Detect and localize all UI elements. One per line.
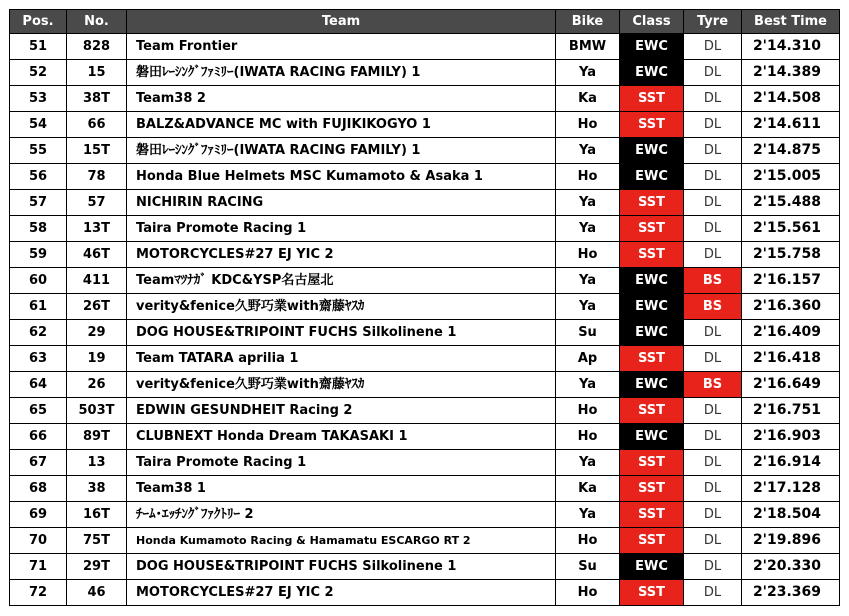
class-cell: EWC <box>620 294 684 320</box>
tyre-cell: DL <box>684 112 742 138</box>
tyre-cell: DL <box>684 190 742 216</box>
table-row <box>10 86 840 112</box>
best-time-cell: 2'15.005 <box>742 164 840 190</box>
table-row <box>10 372 840 398</box>
team-cell: Team38 1 <box>127 476 556 502</box>
tyre-cell: DL <box>684 60 742 86</box>
number-cell: 38 <box>67 476 127 502</box>
header-bike: Bike <box>556 10 620 34</box>
team-cell: MOTORCYCLES#27 EJ YIC 2 <box>127 242 556 268</box>
best-time-cell: 2'16.360 <box>742 294 840 320</box>
number-cell: 828 <box>67 34 127 60</box>
tyre-cell: DL <box>684 86 742 112</box>
table-row <box>10 398 840 424</box>
best-time-cell: 2'16.157 <box>742 268 840 294</box>
bike-cell: Ya <box>556 60 620 86</box>
tyre-cell: DL <box>684 580 742 606</box>
bike-cell: Ka <box>556 86 620 112</box>
pos-cell: 56 <box>10 164 67 190</box>
tyre-cell: DL <box>684 476 742 502</box>
table-row <box>10 242 840 268</box>
bike-cell: Ya <box>556 190 620 216</box>
class-cell: SST <box>620 528 684 554</box>
number-cell: 89T <box>67 424 127 450</box>
class-cell: EWC <box>620 554 684 580</box>
best-time-cell: 2'14.508 <box>742 86 840 112</box>
tyre-cell: DL <box>684 242 742 268</box>
results-body <box>10 34 840 606</box>
results-table <box>9 9 840 606</box>
best-time-cell: 2'20.330 <box>742 554 840 580</box>
pos-cell: 67 <box>10 450 67 476</box>
pos-cell: 58 <box>10 216 67 242</box>
bike-cell: Su <box>556 554 620 580</box>
table-row <box>10 60 840 86</box>
bike-cell: Su <box>556 320 620 346</box>
tyre-cell: DL <box>684 320 742 346</box>
table-row <box>10 502 840 528</box>
pos-cell: 55 <box>10 138 67 164</box>
team-cell: BALZ&ADVANCE MC with FUJIKIKOGYO 1 <box>127 112 556 138</box>
team-cell: Team TATARA aprilia 1 <box>127 346 556 372</box>
pos-cell: 71 <box>10 554 67 580</box>
team-cell: Taira Promote Racing 1 <box>127 450 556 476</box>
bike-cell: BMW <box>556 34 620 60</box>
class-cell: SST <box>620 476 684 502</box>
team-cell: verity&fenice久野巧業with齋藤ﾔｽｶ <box>127 372 556 398</box>
tyre-cell: DL <box>684 216 742 242</box>
header-tyre: Tyre <box>684 10 742 34</box>
table-row <box>10 294 840 320</box>
team-cell: verity&fenice久野巧業with齋藤ﾔｽｶ <box>127 294 556 320</box>
pos-cell: 59 <box>10 242 67 268</box>
bike-cell: Ho <box>556 164 620 190</box>
pos-cell: 69 <box>10 502 67 528</box>
tyre-cell: DL <box>684 34 742 60</box>
pos-cell: 61 <box>10 294 67 320</box>
best-time-cell: 2'17.128 <box>742 476 840 502</box>
class-cell: EWC <box>620 34 684 60</box>
tyre-cell: DL <box>684 138 742 164</box>
pos-cell: 60 <box>10 268 67 294</box>
best-time-cell: 2'16.418 <box>742 346 840 372</box>
class-cell: SST <box>620 190 684 216</box>
table-row <box>10 580 840 606</box>
number-cell: 78 <box>67 164 127 190</box>
number-cell: 16T <box>67 502 127 528</box>
best-time-cell: 2'16.649 <box>742 372 840 398</box>
header-best-time: Best Time <box>742 10 840 34</box>
table-row <box>10 164 840 190</box>
class-cell: EWC <box>620 372 684 398</box>
number-cell: 29 <box>67 320 127 346</box>
header-pos: Pos. <box>10 10 67 34</box>
bike-cell: Ap <box>556 346 620 372</box>
number-cell: 38T <box>67 86 127 112</box>
number-cell: 13T <box>67 216 127 242</box>
table-row <box>10 112 840 138</box>
team-cell: MOTORCYCLES#27 EJ YIC 2 <box>127 580 556 606</box>
bike-cell: Ka <box>556 476 620 502</box>
best-time-cell: 2'14.310 <box>742 34 840 60</box>
pos-cell: 52 <box>10 60 67 86</box>
class-cell: SST <box>620 242 684 268</box>
class-cell: EWC <box>620 424 684 450</box>
best-time-cell: 2'18.504 <box>742 502 840 528</box>
tyre-cell: DL <box>684 164 742 190</box>
number-cell: 19 <box>67 346 127 372</box>
header-no: No. <box>67 10 127 34</box>
pos-cell: 62 <box>10 320 67 346</box>
table-row <box>10 34 840 60</box>
best-time-cell: 2'14.611 <box>742 112 840 138</box>
pos-cell: 57 <box>10 190 67 216</box>
best-time-cell: 2'19.896 <box>742 528 840 554</box>
pos-cell: 65 <box>10 398 67 424</box>
table-row <box>10 528 840 554</box>
class-cell: EWC <box>620 268 684 294</box>
table-row <box>10 138 840 164</box>
number-cell: 15T <box>67 138 127 164</box>
bike-cell: Ya <box>556 216 620 242</box>
class-cell: EWC <box>620 138 684 164</box>
table-row <box>10 320 840 346</box>
team-cell: DOG HOUSE&TRIPOINT FUCHS Silkolinene 1 <box>127 320 556 346</box>
bike-cell: Ya <box>556 268 620 294</box>
best-time-cell: 2'16.409 <box>742 320 840 346</box>
number-cell: 13 <box>67 450 127 476</box>
team-cell: 磐田ﾚｰｼﾝｸﾞﾌｧﾐﾘｰ(IWATA RACING FAMILY) 1 <box>127 60 556 86</box>
class-cell: SST <box>620 502 684 528</box>
tyre-cell: BS <box>684 268 742 294</box>
pos-cell: 54 <box>10 112 67 138</box>
pos-cell: 51 <box>10 34 67 60</box>
class-cell: SST <box>620 112 684 138</box>
table-row <box>10 554 840 580</box>
tyre-cell: DL <box>684 502 742 528</box>
team-cell: 磐田ﾚｰｼﾝｸﾞﾌｧﾐﾘｰ(IWATA RACING FAMILY) 1 <box>127 138 556 164</box>
class-cell: SST <box>620 398 684 424</box>
best-time-cell: 2'16.914 <box>742 450 840 476</box>
team-cell: CLUBNEXT Honda Dream TAKASAKI 1 <box>127 424 556 450</box>
bike-cell: Ho <box>556 112 620 138</box>
pos-cell: 63 <box>10 346 67 372</box>
pos-cell: 53 <box>10 86 67 112</box>
class-cell: EWC <box>620 60 684 86</box>
table-row <box>10 450 840 476</box>
bike-cell: Ya <box>556 294 620 320</box>
pos-cell: 72 <box>10 580 67 606</box>
team-cell: Team Frontier <box>127 34 556 60</box>
table-row <box>10 346 840 372</box>
tyre-cell: DL <box>684 346 742 372</box>
best-time-cell: 2'14.875 <box>742 138 840 164</box>
team-cell: DOG HOUSE&TRIPOINT FUCHS Silkolinene 1 <box>127 554 556 580</box>
bike-cell: Ho <box>556 398 620 424</box>
number-cell: 57 <box>67 190 127 216</box>
pos-cell: 66 <box>10 424 67 450</box>
best-time-cell: 2'15.488 <box>742 190 840 216</box>
best-time-cell: 2'23.369 <box>742 580 840 606</box>
bike-cell: Ya <box>556 138 620 164</box>
number-cell: 66 <box>67 112 127 138</box>
bike-cell: Ho <box>556 242 620 268</box>
number-cell: 15 <box>67 60 127 86</box>
header-class: Class <box>620 10 684 34</box>
pos-cell: 68 <box>10 476 67 502</box>
bike-cell: Ho <box>556 580 620 606</box>
pos-cell: 64 <box>10 372 67 398</box>
team-cell: EDWIN GESUNDHEIT Racing 2 <box>127 398 556 424</box>
number-cell: 503T <box>67 398 127 424</box>
bike-cell: Ho <box>556 424 620 450</box>
number-cell: 75T <box>67 528 127 554</box>
number-cell: 46 <box>67 580 127 606</box>
team-cell: Honda Kumamoto Racing & Hamamatu ESCARGO RT 2 <box>127 528 556 554</box>
class-cell: SST <box>620 86 684 112</box>
team-cell: Honda Blue Helmets MSC Kumamoto & Asaka 1 <box>127 164 556 190</box>
class-cell: SST <box>620 580 684 606</box>
best-time-cell: 2'16.751 <box>742 398 840 424</box>
team-cell: Team38 2 <box>127 86 556 112</box>
class-cell: SST <box>620 346 684 372</box>
table-row <box>10 476 840 502</box>
team-cell: ﾁｰﾑ･ｴｯﾁﾝｸﾞﾌｧｸﾄﾘｰ 2 <box>127 502 556 528</box>
best-time-cell: 2'16.903 <box>742 424 840 450</box>
class-cell: SST <box>620 450 684 476</box>
best-time-cell: 2'14.389 <box>742 60 840 86</box>
number-cell: 26T <box>67 294 127 320</box>
tyre-cell: BS <box>684 294 742 320</box>
number-cell: 411 <box>67 268 127 294</box>
bike-cell: Ho <box>556 528 620 554</box>
header-row <box>10 10 840 34</box>
class-cell: SST <box>620 216 684 242</box>
team-cell: Taira Promote Racing 1 <box>127 216 556 242</box>
tyre-cell: DL <box>684 554 742 580</box>
best-time-cell: 2'15.561 <box>742 216 840 242</box>
tyre-cell: BS <box>684 372 742 398</box>
bike-cell: Ya <box>556 502 620 528</box>
tyre-cell: DL <box>684 398 742 424</box>
team-cell: NICHIRIN RACING <box>127 190 556 216</box>
number-cell: 46T <box>67 242 127 268</box>
class-cell: EWC <box>620 320 684 346</box>
tyre-cell: DL <box>684 450 742 476</box>
header-team: Team <box>127 10 556 34</box>
best-time-cell: 2'15.758 <box>742 242 840 268</box>
table-row <box>10 268 840 294</box>
tyre-cell: DL <box>684 424 742 450</box>
number-cell: 29T <box>67 554 127 580</box>
table-row <box>10 190 840 216</box>
number-cell: 26 <box>67 372 127 398</box>
bike-cell: Ya <box>556 372 620 398</box>
table-row <box>10 216 840 242</box>
table-row <box>10 424 840 450</box>
class-cell: EWC <box>620 164 684 190</box>
team-cell: Teamﾏﾂﾅｶﾞ KDC&YSP名古屋北 <box>127 268 556 294</box>
pos-cell: 70 <box>10 528 67 554</box>
bike-cell: Ya <box>556 450 620 476</box>
tyre-cell: DL <box>684 528 742 554</box>
